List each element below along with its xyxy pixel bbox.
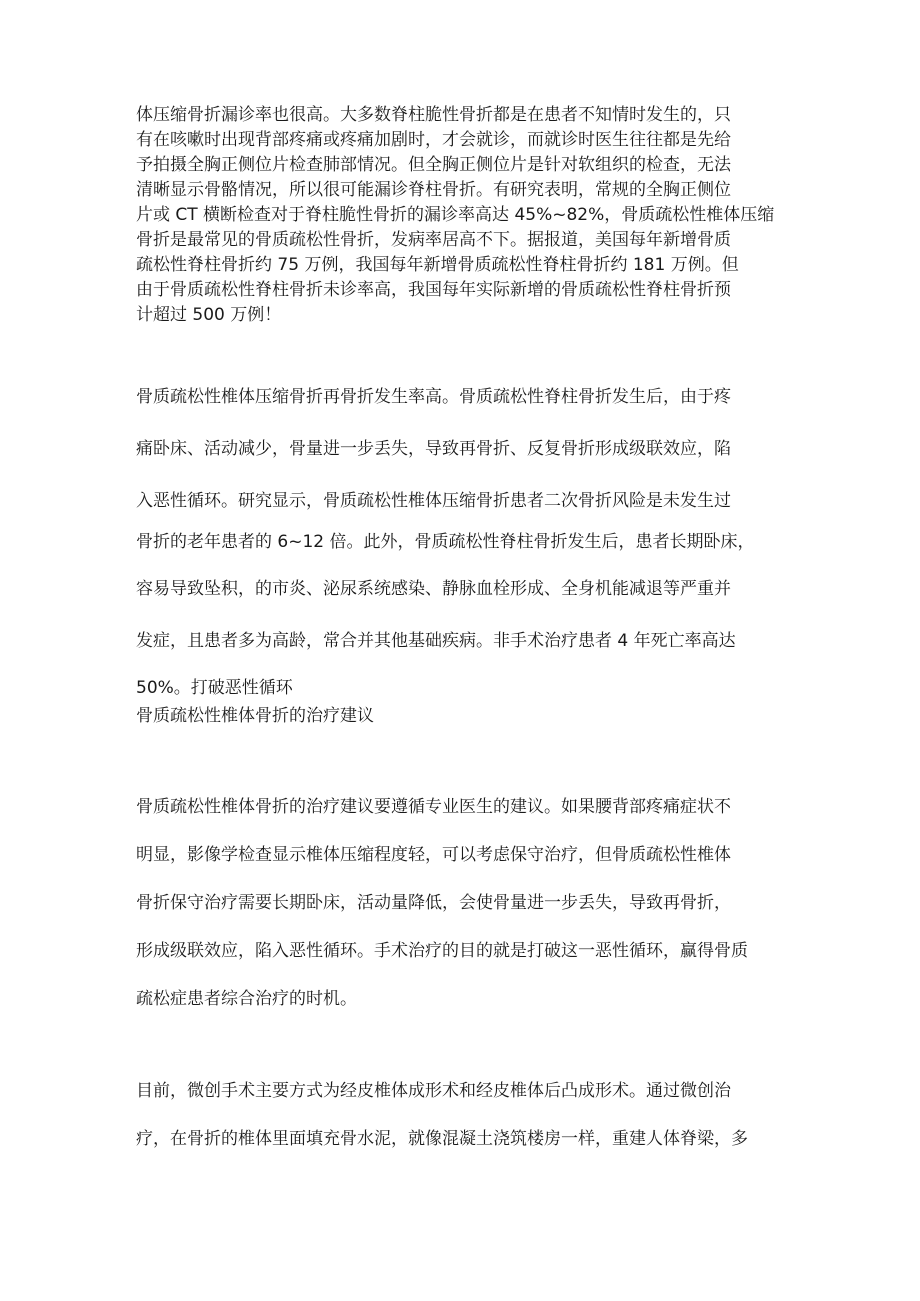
text-line: 体压缩骨折漏诊率也很高。大多数脊柱脆性骨折都是在患者不知情时发生的，只 — [136, 105, 731, 125]
text-line: 疏松性脊柱骨折约 75 万例，我国每年新增骨质疏松性脊柱骨折约 181 万例。但 — [136, 255, 739, 275]
text-line: 由于骨质疏松性脊柱骨折未诊率高，我国每年实际新增的骨质疏松性脊柱骨折预 — [136, 280, 731, 300]
text-line: 清晰显示骨骼情况，所以很可能漏诊脊柱骨折。有研究表明，常规的全胸正侧位 — [136, 180, 731, 200]
text-line: 骨折是最常见的骨质疏松性骨折，发病率居高不下。据报道，美国每年新增骨质 — [136, 230, 731, 250]
text-line: 50%。打破恶性循环 — [136, 678, 293, 698]
text-line: 形成级联效应，陷入恶性循环。手术治疗的目的就是打破这一恶性循环，赢得骨质 — [136, 941, 748, 961]
text-line: 入恶性循环。研究显示，骨质疏松性椎体压缩骨折患者二次骨折风险是未发生过 — [136, 491, 731, 511]
text-line: 片或 CT 横断检查对于脊柱脆性骨折的漏诊率高达 45%~82%，骨质疏松性椎体压缩 — [136, 205, 775, 225]
text-line: 发症，且患者多为高龄，常合并其他基础疾病。非手术治疗患者 4 年死亡率高达 — [136, 631, 736, 651]
section-heading: 骨质疏松性椎体骨折的治疗建议 — [136, 706, 374, 726]
text-line: 明显，影像学检查显示椎体压缩程度轻，可以考虑保守治疗，但骨质疏松性椎体 — [136, 845, 731, 865]
text-line: 计超过 500 万例！ — [136, 305, 282, 325]
text-line: 骨折保守治疗需要长期卧床，活动量降低，会使骨量进一步丢失，导致再骨折， — [136, 893, 731, 913]
text-line: 疏松症患者综合治疗的时机。 — [136, 989, 357, 1009]
text-line: 骨折的老年患者的 6~12 倍。此外，骨质疏松性脊柱骨折发生后，患者长期卧床， — [136, 532, 755, 552]
text-line: 予拍摄全胸正侧位片检查肺部情况。但全胸正侧位片是针对软组织的检查，无法 — [136, 155, 731, 175]
text-line: 有在咳嗽时出现背部疼痛或疼痛加剧时，才会就诊，而就诊时医生往往都是先给 — [136, 130, 731, 150]
text-line: 目前，微创手术主要方式为经皮椎体成形术和经皮椎体后凸成形术。通过微创治 — [136, 1081, 731, 1101]
text-line: 容易导致坠积，的市炎、泌尿系统感染、静脉血栓形成、全身机能减退等严重并 — [136, 579, 731, 599]
text-line: 骨质疏松性椎体压缩骨折再骨折发生率高。骨质疏松性脊柱骨折发生后，由于疼 — [136, 387, 731, 407]
text-line: 痛卧床、活动减少，骨量进一步丢失，导致再骨折、反复骨折形成级联效应，陷 — [136, 439, 731, 459]
text-line: 骨质疏松性椎体骨折的治疗建议要遵循专业医生的建议。如果腰背部疼痛症状不 — [136, 797, 731, 817]
text-line: 疗，在骨折的椎体里面填充骨水泥，就像混凝土浇筑楼房一样，重建人体脊梁，多 — [136, 1129, 748, 1149]
